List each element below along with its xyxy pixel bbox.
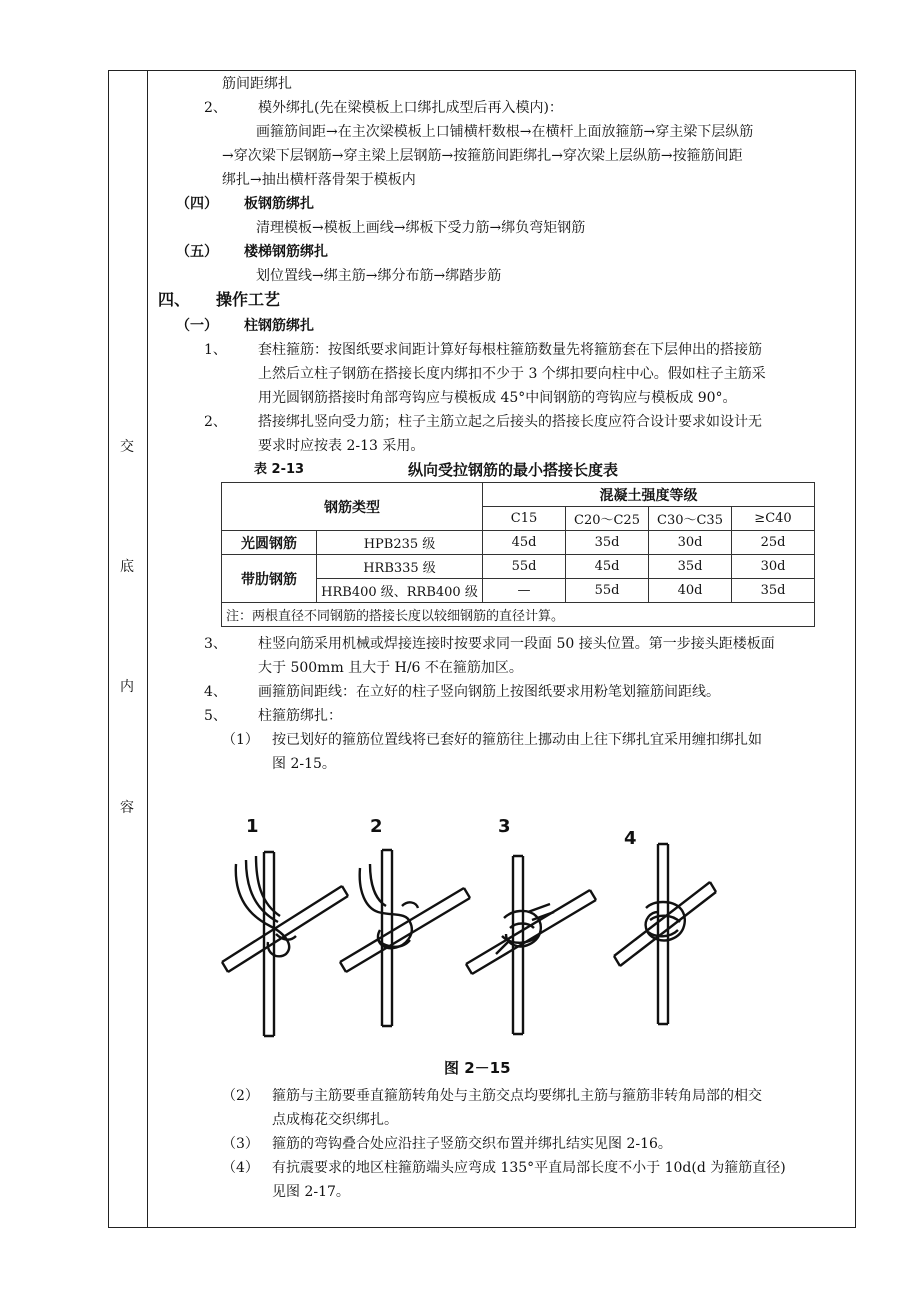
sub-item-number: （4）: [222, 1160, 259, 1176]
table-header-grade: 混凝土强度等级: [483, 483, 815, 507]
tie-step-number: 3: [498, 816, 511, 837]
table-grade-cell: C30～C35: [649, 507, 732, 531]
tie-step-4: [614, 828, 716, 1024]
text-line: 箍筋的弯钩叠合处应沿拄子竖筋交织布置并绑扎结实见图 2-16。: [272, 1136, 672, 1152]
chapter-heading: 操作工艺: [216, 290, 281, 309]
table-type-cell: HRB335 级: [317, 555, 483, 579]
text-line: 上然后立柱子钢筋在搭接长度内绑扣不少于 3 个绑扣要向柱中心。假如柱子主筋采: [258, 366, 766, 382]
section-number: （一）: [176, 318, 218, 334]
text-line: 箍筋与主筋要垂直箍筋转角处与主筋交点均要绑扎主筋与箍筋非转角局部的相交: [272, 1088, 762, 1104]
table-value-cell: 55d: [566, 579, 649, 603]
text-line: →穿次梁下层钢筋→穿主梁上层钢筋→按箍筋间距绑扎→穿次梁上层纵筋→按箍筋间距: [222, 148, 743, 164]
tie-figure: [210, 808, 730, 1068]
sub-item-number: （2）: [222, 1088, 259, 1104]
table-value-cell: 35d: [732, 579, 815, 603]
table-grade-cell: C15: [483, 507, 566, 531]
item-number: 4、: [204, 684, 227, 700]
item-number: 1、: [204, 342, 227, 358]
table-value-cell: 30d: [649, 531, 732, 555]
table-value-cell: 35d: [649, 555, 732, 579]
text-line: 筋间距绑扎: [222, 76, 292, 92]
text-line: 划位置线→绑主筋→绑分布筋→绑踏步筋: [256, 268, 502, 284]
section-heading: 板钢筋绑扎: [244, 196, 314, 212]
table-value-cell: 40d: [649, 579, 732, 603]
table-row: [222, 531, 815, 555]
section-number: （四）: [176, 196, 218, 212]
tie-step-number: 2: [370, 816, 383, 837]
tie-step-number: 4: [624, 828, 637, 849]
section-heading: 柱钢筋绑扎: [244, 318, 314, 334]
table-value-cell: 35d: [566, 531, 649, 555]
figure-caption: 图 2－15: [444, 1059, 511, 1077]
table-group-cell: 带肋钢筋: [222, 555, 317, 603]
table-row: [222, 555, 815, 579]
text-line: 柱竖向筋采用机械或焊接连接时按要求同一段面 50 接头位置。第一步接头距楼板面: [258, 636, 775, 652]
tie-step-number: 1: [246, 816, 259, 837]
sub-item-number: （1）: [222, 732, 259, 748]
table-grade-cell: C20～C25: [566, 507, 649, 531]
text-line: 搭接绑扎竖向受力筋；柱子主筋立起之后接头的搭接长度应符合设计要求如设计无: [258, 414, 762, 430]
table-type-cell: HRB400 级、RRB400 级: [317, 579, 483, 603]
text-line: 见图 2-17。: [272, 1184, 350, 1200]
tie-step-3: [466, 816, 596, 1034]
text-line: 画箍筋间距线：在立好的柱子竖向钢筋上按图纸要求用粉笔划箍筋间距线。: [258, 684, 720, 700]
table-grade-cell: ≥C40: [732, 507, 815, 531]
text-line: 有抗震要求的地区柱箍筋端头应弯成 135°平直局部长度不小于 10d(d 为箍筋直径): [272, 1160, 786, 1176]
table-title: 纵向受拉钢筋的最小搭接长度表: [408, 461, 619, 479]
chapter-number: 四、: [158, 290, 191, 309]
table-value-cell: 30d: [732, 555, 815, 579]
text-line: 按已划好的箍筋位置线将已套好的箍筋往上挪动由上往下绑扎宜采用缠扣绑扎如: [272, 732, 762, 748]
section-number: （五）: [176, 244, 218, 260]
item-number: 3、: [204, 636, 227, 652]
item-number: 2、: [204, 100, 227, 116]
text-line: 绑扎→抽出横杆落骨架于模板内: [222, 172, 416, 188]
side-label-char: 内: [120, 679, 134, 695]
text-line: 要求时应按表 2-13 采用。: [258, 438, 425, 454]
table-value-cell: 55d: [483, 555, 566, 579]
side-label-char: 交: [120, 439, 134, 455]
table-type-cell: HPB235 级: [317, 531, 483, 555]
text-line: 模外绑扎(先在梁模板上口绑扎成型后再入模内)：: [258, 100, 563, 116]
section-heading: 楼梯钢筋绑扎: [244, 244, 328, 260]
item-number: 5、: [204, 708, 227, 724]
tie-step-1: [222, 816, 348, 1036]
table-value-cell: 45d: [566, 555, 649, 579]
text-line: 套柱箍筋：按图纸要求间距计算好每根柱箍筋数量先将箍筋套在下层伸出的搭接筋: [258, 342, 762, 358]
table-value-cell: —: [483, 579, 566, 603]
side-label-char: 底: [120, 559, 134, 575]
text-line: 用光圆钢筋搭接时角部弯钩应与模板成 45°中间钢筋的弯钩应与模板成 90°。: [258, 390, 737, 406]
text-line: 大于 500mm 且大于 H/6 不在箍筋加区。: [258, 660, 523, 676]
table-note: 注：两根直径不同钢筋的搭接长度以较细钢筋的直径计算。: [222, 603, 815, 627]
text-line: 柱箍筋绑扎：: [258, 708, 342, 724]
tie-step-2: [340, 816, 470, 1026]
text-line: 清理模板→模板上画线→绑板下受力筋→绑负弯矩钢筋: [256, 220, 586, 236]
item-number: 2、: [204, 414, 227, 430]
text-line: 点成梅花交织绑扎。: [272, 1112, 398, 1128]
table-header-type: 钢筋类型: [222, 483, 483, 531]
sub-item-number: （3）: [222, 1136, 259, 1152]
text-line: 图 2-15。: [272, 756, 336, 772]
table-value-cell: 45d: [483, 531, 566, 555]
table-value-cell: 25d: [732, 531, 815, 555]
lap-length-table: [221, 482, 815, 627]
table-group-cell: 光圆钢筋: [222, 531, 317, 555]
side-label-char: 容: [120, 800, 134, 816]
text-line: 画箍筋间距→在主次梁模板上口铺横杆数根→在横杆上面放箍筋→穿主梁下层纵筋: [256, 124, 754, 140]
table-number: 表 2-13: [254, 462, 305, 477]
